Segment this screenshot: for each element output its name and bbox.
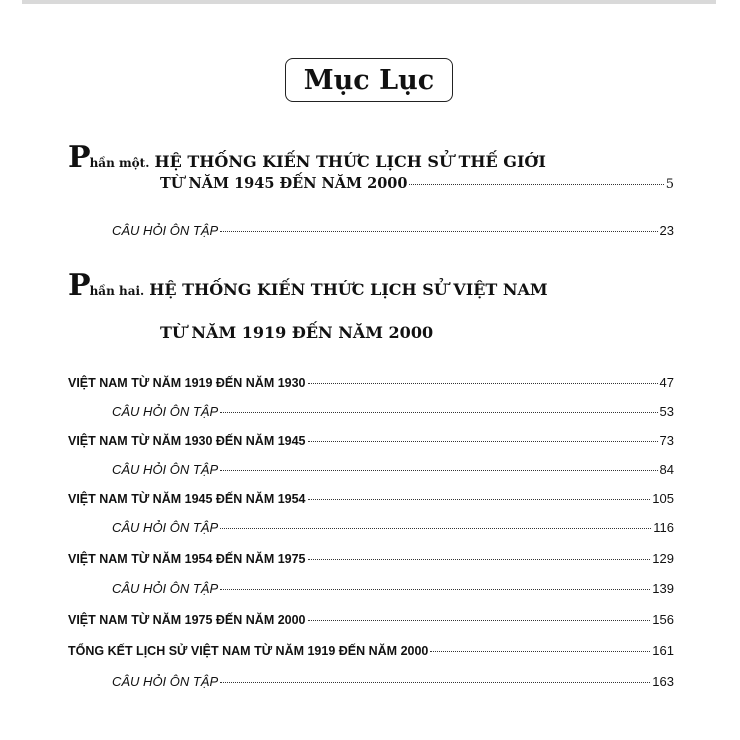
entry-label: CÂU HỎI ÔN TẬP bbox=[112, 581, 219, 596]
dot-leader bbox=[220, 527, 651, 529]
toc-entry[interactable] bbox=[68, 491, 674, 506]
toc-review-entry[interactable] bbox=[112, 674, 674, 689]
top-rule bbox=[22, 0, 716, 4]
toc-review-entry[interactable] bbox=[112, 581, 674, 596]
page-number: 84 bbox=[659, 462, 674, 477]
dot-leader bbox=[430, 650, 650, 652]
entry-label: VIỆT NAM TỪ NĂM 1975 ĐẾN NĂM 2000 bbox=[68, 613, 306, 627]
part2-title: HỆ THỐNG KIẾN THỨC LỊCH SỬ VIỆT NAM bbox=[149, 280, 548, 299]
entry-label: CÂU HỎI ÔN TẬP bbox=[112, 520, 219, 535]
dot-leader bbox=[220, 588, 650, 590]
part1-title: HỆ THỐNG KIẾN THỨC LỊCH SỬ THẾ GIỚI bbox=[154, 152, 546, 171]
title-box bbox=[285, 58, 453, 102]
dot-leader bbox=[220, 230, 657, 232]
dot-leader bbox=[220, 469, 657, 471]
dot-leader bbox=[409, 183, 663, 185]
dot-leader bbox=[308, 619, 651, 621]
page-number: 116 bbox=[653, 520, 674, 535]
toc-entry[interactable] bbox=[68, 643, 674, 658]
review-label: CÂU HỎI ÔN TẬP bbox=[112, 223, 219, 238]
toc-entry[interactable] bbox=[68, 433, 674, 448]
dot-leader bbox=[308, 440, 658, 442]
page-number: 47 bbox=[659, 375, 674, 390]
part1-heading bbox=[68, 140, 546, 175]
page-number: 156 bbox=[652, 612, 674, 627]
page-number: 105 bbox=[652, 491, 674, 506]
toc-entry[interactable] bbox=[68, 612, 674, 627]
entry-label: CÂU HỎI ÔN TẬP bbox=[112, 462, 219, 477]
part1-subtitle: TỪ NĂM 1945 ĐẾN NĂM 2000 bbox=[160, 175, 408, 192]
page-number: 53 bbox=[659, 404, 674, 419]
dot-leader bbox=[220, 681, 650, 683]
entry-label: VIỆT NAM TỪ NĂM 1945 ĐẾN NĂM 1954 bbox=[68, 492, 306, 506]
page-title: Mục Lục bbox=[303, 64, 435, 96]
toc-entry[interactable] bbox=[68, 551, 674, 566]
entry-label: VIỆT NAM TỪ NĂM 1954 ĐẾN NĂM 1975 bbox=[68, 552, 306, 566]
page-number: 23 bbox=[659, 223, 674, 238]
entry-label: VIỆT NAM TỪ NĂM 1930 ĐẾN NĂM 1945 bbox=[68, 434, 306, 448]
part1-label: hần một. bbox=[89, 156, 150, 170]
part1-subtitle-row[interactable] bbox=[160, 175, 674, 192]
dot-leader bbox=[308, 498, 651, 500]
page-number: 73 bbox=[659, 433, 674, 448]
entry-label: VIỆT NAM TỪ NĂM 1919 ĐẾN NĂM 1930 bbox=[68, 376, 306, 390]
toc-review-entry[interactable] bbox=[112, 404, 674, 419]
part2-drop-cap: P bbox=[68, 268, 90, 303]
toc-review-entry[interactable] bbox=[112, 520, 674, 535]
dot-leader bbox=[308, 558, 651, 560]
part1-review-row[interactable] bbox=[112, 223, 674, 238]
entry-label: CÂU HỎI ÔN TẬP bbox=[112, 674, 219, 689]
page-number: 5 bbox=[665, 177, 674, 192]
dot-leader bbox=[220, 411, 657, 413]
page-number: 163 bbox=[652, 674, 674, 689]
page-number: 161 bbox=[652, 643, 674, 658]
part2-subtitle-line bbox=[160, 323, 433, 342]
toc-entry[interactable] bbox=[68, 375, 674, 390]
part1-drop-cap: P bbox=[68, 140, 90, 175]
dot-leader bbox=[308, 382, 658, 384]
page-number: 129 bbox=[652, 551, 674, 566]
entry-label: TỔNG KẾT LỊCH SỬ VIỆT NAM TỪ NĂM 1919 ĐẾN NĂM 2000 bbox=[68, 644, 429, 658]
entry-label: CÂU HỎI ÔN TẬP bbox=[112, 404, 219, 419]
part2-label: hần hai. bbox=[89, 284, 145, 298]
toc-review-entry[interactable] bbox=[112, 462, 674, 477]
page-number: 139 bbox=[652, 581, 674, 596]
part2-subtitle: TỪ NĂM 1919 ĐẾN NĂM 2000 bbox=[160, 323, 434, 342]
part2-heading bbox=[68, 268, 548, 303]
